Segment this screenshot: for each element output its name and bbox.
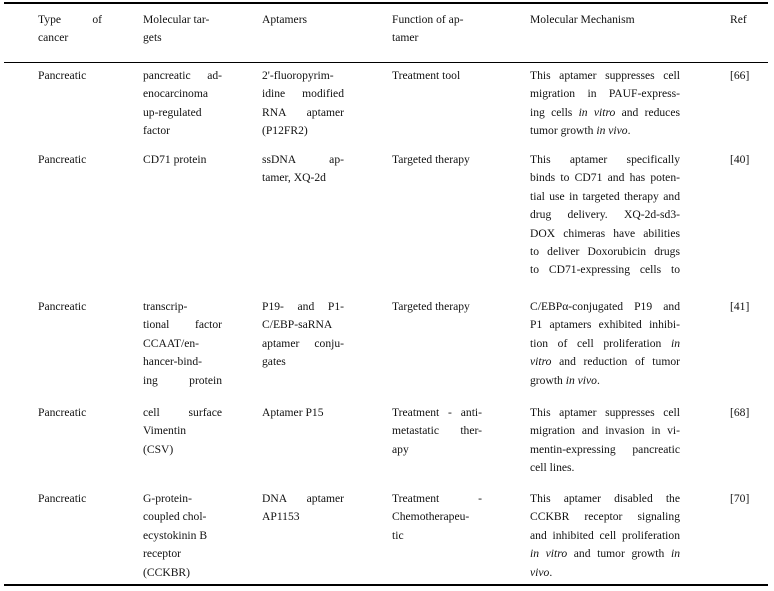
- text-line: cell lines.: [530, 461, 575, 475]
- mechanism-cell: [530, 298, 680, 390]
- text-line: Vimentin: [143, 424, 187, 438]
- text-line: transcrip-: [143, 300, 188, 313]
- header-line: cancer: [38, 31, 69, 45]
- text-line: receptor: [143, 547, 181, 561]
- text-line: (CSV): [143, 442, 174, 456]
- mechanism-cell: [530, 404, 680, 478]
- header-rule: [4, 62, 768, 63]
- header-line: Type of: [38, 13, 102, 26]
- text-line: DNA aptamer: [262, 492, 344, 505]
- header-line: Function of ap-: [392, 13, 464, 26]
- text-line: C/EBPα-conjugated P19 and: [530, 300, 680, 313]
- text-line: ing protein: [143, 373, 222, 387]
- bottom-rule: [4, 584, 768, 586]
- text-line: tic: [392, 528, 404, 542]
- aptamer-cell: [262, 151, 344, 188]
- cancer-type-cell: Pancreatic: [38, 153, 87, 166]
- molecular-target-cell: [143, 490, 222, 582]
- text-line: RNA aptamer: [262, 105, 344, 119]
- aptamer-cell: [262, 298, 344, 372]
- italic-term: in vitro: [530, 547, 568, 561]
- molecular-target-cell: [143, 404, 222, 459]
- text-line: AP1153: [262, 510, 300, 524]
- text-line: to CD71-expressing cells to: [530, 263, 680, 277]
- text-line: This aptamer suppresses cell: [530, 406, 680, 419]
- text-line: apy: [392, 442, 409, 456]
- text-line: and reduces: [615, 105, 680, 119]
- header-line: gets: [143, 31, 162, 45]
- text-line: tamer, XQ-2d: [262, 171, 326, 185]
- text-line: tional factor: [143, 318, 222, 332]
- text-line: Chemotherapeu-: [392, 510, 470, 524]
- text-line: factor: [143, 124, 171, 138]
- header-line: Molecular tar-: [143, 13, 210, 26]
- top-rule: [4, 2, 768, 4]
- function-cell: Targeted therapy: [392, 153, 470, 166]
- text-line: tumor growth: [530, 124, 597, 138]
- text-line: migration and invasion in vi-: [530, 424, 680, 438]
- text-line: and reduction of tumor: [551, 355, 680, 369]
- italic-term: in: [670, 336, 680, 350]
- aptamer-cell: [262, 67, 344, 141]
- text-line: C/EBP-saRNA: [262, 318, 333, 332]
- text-line: drug delivery. XQ-2d-sd3-: [530, 208, 680, 222]
- text-line: idine modified: [262, 87, 344, 101]
- ref-cell: [70]: [730, 492, 750, 505]
- function-cell: Targeted therapy: [392, 300, 470, 313]
- text-line: 2'-fluoropyrim-: [262, 69, 334, 82]
- text-line: tion of cell proliferation: [530, 336, 671, 350]
- header-type-of-cancer: [38, 11, 102, 48]
- header-ref: Ref: [730, 13, 747, 26]
- text-line: Treatment - anti-: [392, 406, 482, 419]
- text-line: DOX chimeras have abilities: [530, 226, 680, 240]
- italic-term: in vivo: [565, 373, 597, 387]
- text-line: (P12FR2): [262, 124, 308, 138]
- text-line: G-protein-: [143, 492, 192, 505]
- text-line: aptamer conju-: [262, 336, 344, 350]
- text-line: P1 aptamers exhibited inhibi-: [530, 318, 680, 332]
- function-cell: Treatment tool: [392, 69, 461, 82]
- ref-cell: [41]: [730, 300, 750, 313]
- text-line: (CCKBR): [143, 565, 191, 579]
- aptamer-cell: Aptamer P15: [262, 406, 324, 419]
- text-line: coupled chol-: [143, 510, 207, 524]
- text-line: .: [627, 124, 631, 138]
- text-line: and tumor growth: [567, 547, 671, 561]
- text-line: CCAAT/en-: [143, 336, 200, 350]
- molecular-target-cell: CD71 protein: [143, 153, 207, 166]
- text-line: migration in PAUF-express-: [530, 87, 680, 101]
- text-line: ecystokinin B: [143, 528, 208, 542]
- text-line: tial use in targeted therapy and: [530, 189, 680, 203]
- cancer-type-cell: Pancreatic: [38, 69, 87, 82]
- text-line: cell surface: [143, 406, 222, 419]
- header-aptamers: Aptamers: [262, 13, 308, 26]
- text-line: to deliver Doxorubicin drugs: [530, 245, 680, 259]
- italic-term: vitro: [530, 355, 552, 369]
- function-cell: [392, 404, 482, 459]
- text-line: gates: [262, 355, 286, 369]
- text-line: hancer-bind-: [143, 355, 202, 369]
- cancer-type-cell: Pancreatic: [38, 492, 87, 505]
- ref-cell: [66]: [730, 69, 750, 82]
- text-line: CCKBR receptor signaling: [530, 510, 680, 524]
- text-line: This aptamer specifically: [530, 153, 680, 166]
- ref-cell: [40]: [730, 153, 750, 166]
- ref-cell: [68]: [730, 406, 750, 419]
- cancer-type-cell: Pancreatic: [38, 300, 87, 313]
- header-mechanism: Molecular Mechanism: [530, 13, 635, 26]
- text-line: This aptamer disabled the: [530, 492, 680, 505]
- text-line: ing cells: [530, 105, 579, 119]
- header-function: [392, 11, 488, 48]
- italic-term: in vivo: [596, 124, 628, 138]
- text-line: and inhibited cell proliferation: [530, 528, 680, 542]
- text-line: binds to CD71 and has poten-: [530, 171, 680, 185]
- aptamer-cell: [262, 490, 344, 527]
- molecular-target-cell: [143, 67, 222, 141]
- header-molecular-targets: [143, 11, 222, 48]
- text-line: metastatic ther-: [392, 424, 482, 438]
- italic-term: vivo: [530, 565, 550, 579]
- function-cell: [392, 490, 482, 545]
- text-line: growth: [530, 373, 566, 387]
- text-line: mentin-expressing pancreatic: [530, 442, 680, 456]
- text-line: .: [596, 373, 600, 387]
- text-line: Treatment -: [392, 492, 482, 505]
- text-line: up-regulated: [143, 105, 202, 119]
- italic-term: in vitro: [578, 105, 616, 119]
- molecular-target-cell: [143, 298, 222, 390]
- mechanism-cell: [530, 490, 680, 582]
- text-line: .: [549, 565, 553, 579]
- text-line: This aptamer suppresses cell: [530, 69, 680, 82]
- italic-term: in: [670, 547, 680, 561]
- text-line: enocarcinoma: [143, 87, 209, 101]
- mechanism-cell: [530, 151, 680, 288]
- text-line: pancreatic ad-: [143, 69, 222, 82]
- cancer-type-cell: Pancreatic: [38, 406, 87, 419]
- header-line: tamer: [392, 31, 419, 45]
- text-line: ssDNA ap-: [262, 153, 344, 166]
- text-line: P19- and P1-: [262, 300, 344, 313]
- mechanism-cell: [530, 67, 680, 141]
